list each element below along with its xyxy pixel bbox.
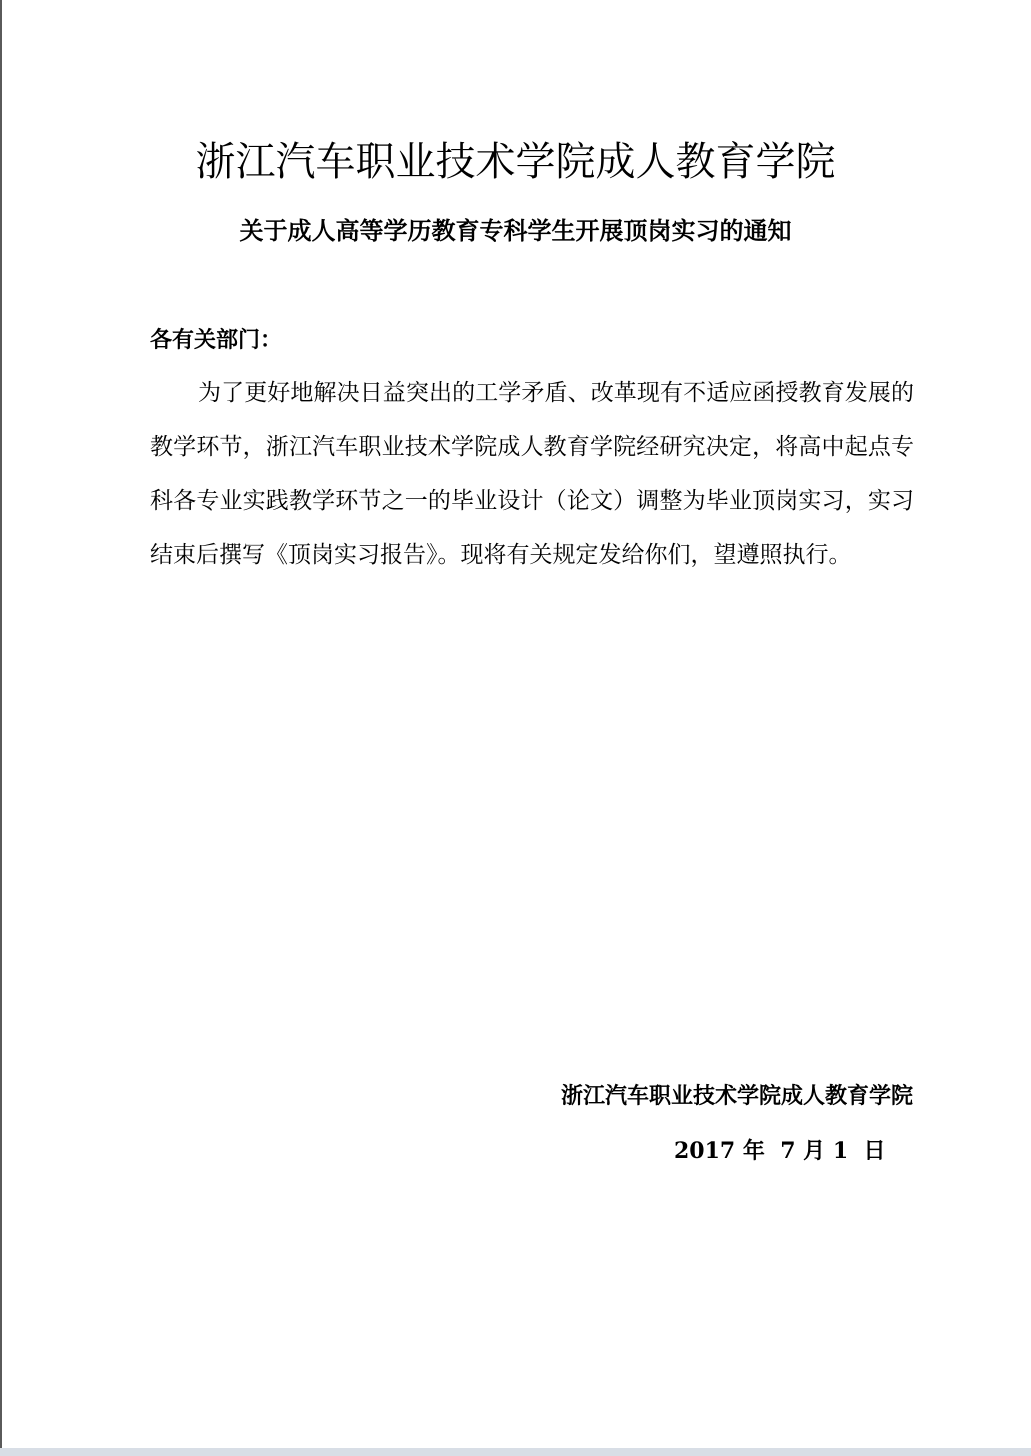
document-title: 浙江汽车职业技术学院成人教育学院 — [195, 139, 836, 185]
salutation: 各有关部门： — [150, 327, 283, 353]
signature-organization: 浙江汽车职业技术学院成人教育学院 — [560, 1083, 913, 1109]
page-bottom-border — [0, 1448, 1031, 1456]
signature-date: 2017 年 7 月 1 日 — [674, 1138, 886, 1164]
body-paragraph: 为了更好地解决日益突出的工学矛盾、改革现有不适应函授教育发展的教学环节，浙江汽车职业技术学院成人教育学院经研究决定，将高中起点专科各专业实践教学环节之一的毕业设计（论文）调整为毕业顶岗实习，实习结束后撰写《顶岗实习报告》。现将有关规定发给你们，望遵照执行。 — [150, 380, 914, 568]
document-subtitle: 关于成人高等学历教育专科学生开展顶岗实习的通知 — [239, 216, 792, 245]
